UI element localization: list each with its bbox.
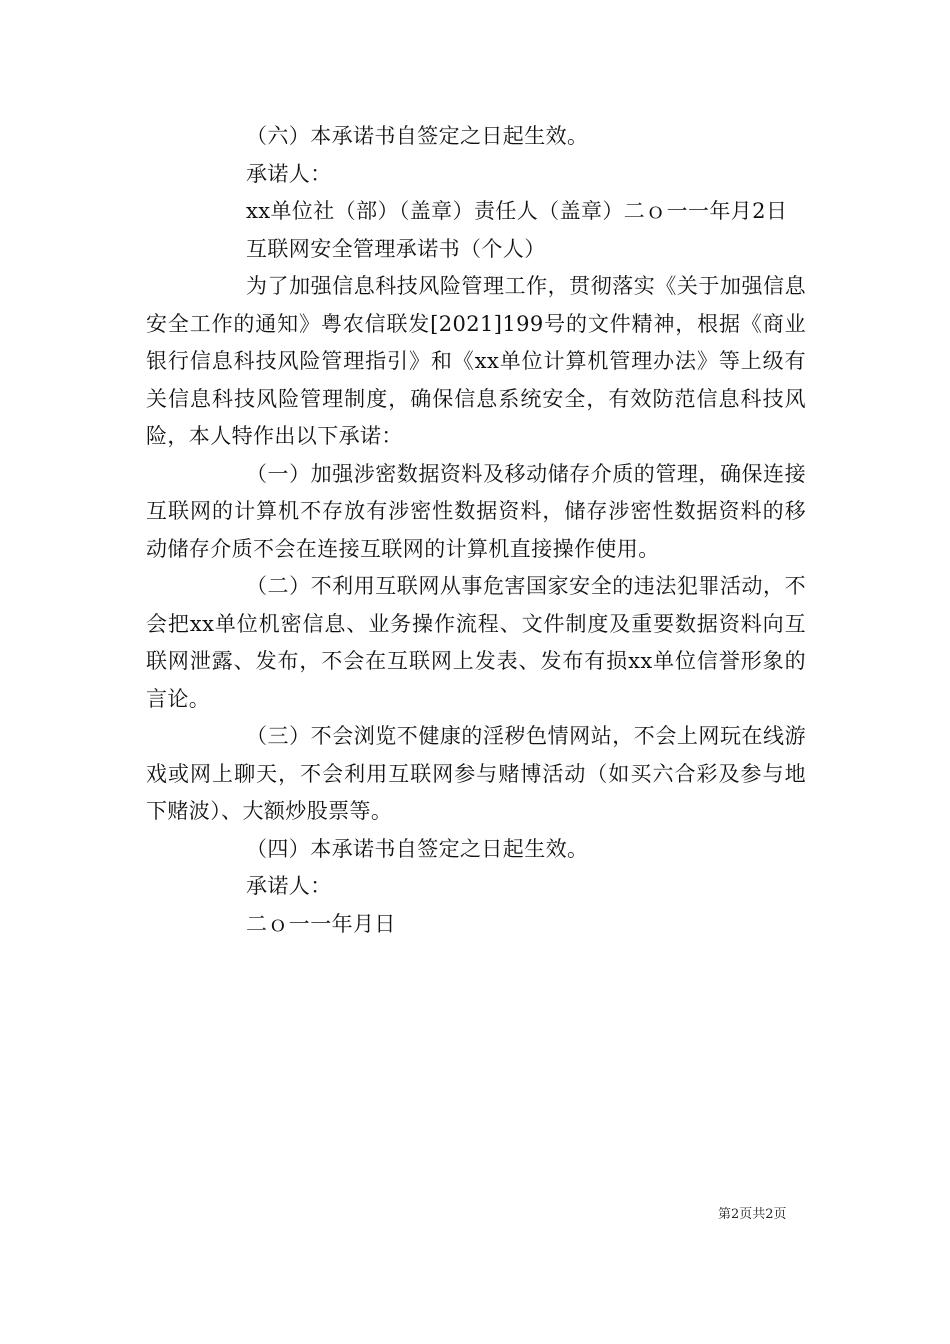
clause-three: （三）不会浏览不健康的淫秽色情网站，不会上网玩在线游戏或网上聊天，不会利用互联网参与赌博活动（如买六合彩及参与地下赌波）、大额炒股票等。 <box>146 724 806 823</box>
page-number: 第2页共2页 <box>718 1207 787 1222</box>
clause-six: （六）本承诺书自签定之日起生效。 <box>246 124 589 148</box>
clause-one: （一）加强涉密数据资料及移动储存介质的管理，确保连接互联网的计算机不存放有涉密性数据资料，储存涉密性数据资料的移动储存介质不会在连接互联网的计算机直接操作使用。 <box>146 461 806 561</box>
unit-seal-date-line: xx单位社（部）（盖章）责任人（盖章）二ｏ一一年月2日 <box>246 199 788 223</box>
intro-paragraph: 为了加强信息科技风险管理工作，贯彻落实《关于加强信息安全工作的通知》粤农信联发[2021]199号的文件精神，根据《商业银行信息科技风险管理指引》和《xx单位计算机管理办法》等上级有关信息科技风险管理制度，确保信息系统安全，有效防范信息科技风险，本人特作出以下承诺： <box>146 274 806 448</box>
document-body <box>146 118 806 943</box>
clause-four: （四）本承诺书自签定之日起生效。 <box>246 836 589 861</box>
document-title: 互联网安全管理承诺书（个人） <box>246 236 546 261</box>
date-line: 二ｏ一一年月日 <box>246 911 396 936</box>
signatory-label: 承诺人： <box>246 161 332 186</box>
clause-two: （二）不利用互联网从事危害国家安全的违法犯罪活动，不会把xx单位机密信息、业务操作流程、文件制度及重要数据资料向互联网泄露、发布，不会在互联网上发表、发布有损xx单位信誉形象的言论。 <box>146 574 806 711</box>
signatory-label-2: 承诺人： <box>246 874 332 898</box>
